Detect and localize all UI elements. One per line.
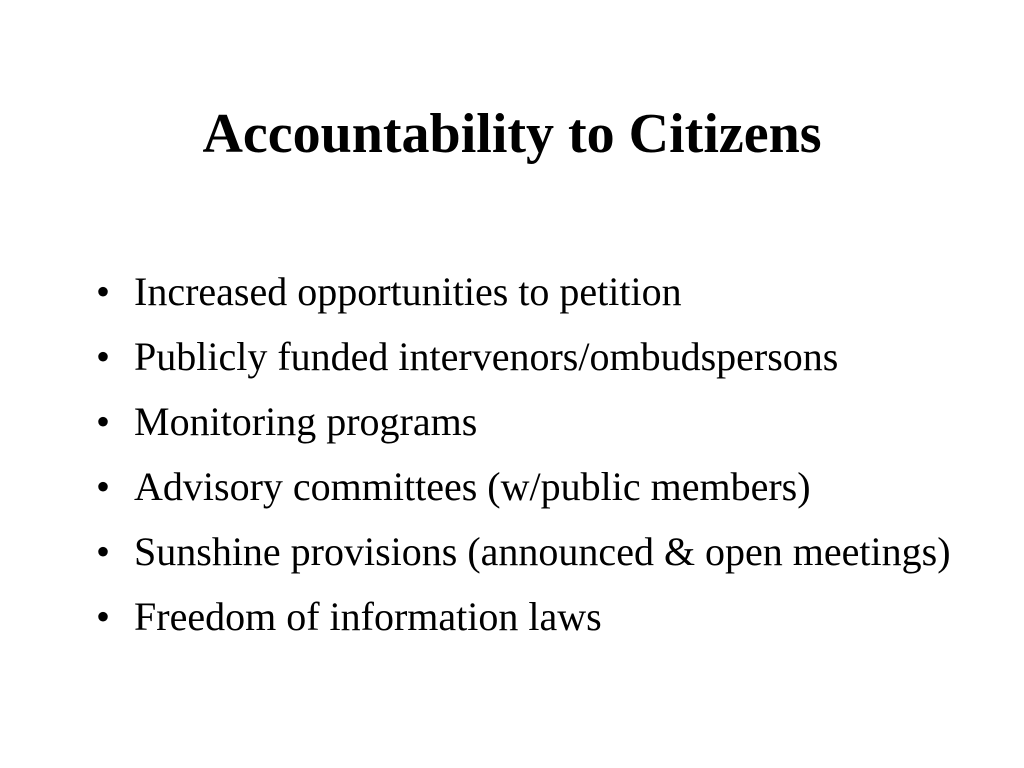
bullet-item bbox=[96, 330, 976, 384]
bullet-text: Freedom of information laws bbox=[134, 594, 602, 639]
bullet-text: Monitoring programs bbox=[134, 399, 478, 444]
bullet-item bbox=[96, 395, 976, 449]
bullet-item bbox=[96, 525, 976, 579]
bullet-marker: • bbox=[96, 334, 111, 379]
bullet-marker: • bbox=[96, 269, 111, 314]
bullet-marker: • bbox=[96, 399, 111, 444]
bullet-text: Increased opportunities to petition bbox=[134, 269, 682, 314]
slide-title: Accountability to Citizens bbox=[202, 103, 822, 165]
bullet-text: Publicly funded intervenors/ombudspersons bbox=[134, 334, 839, 379]
bullet-marker: • bbox=[96, 464, 111, 509]
bullet-item bbox=[96, 265, 976, 319]
bullet-marker: • bbox=[96, 529, 111, 574]
bullet-text: Sunshine provisions (announced & open meetings) bbox=[134, 529, 951, 574]
bullet-marker: • bbox=[96, 594, 111, 639]
bullet-list bbox=[96, 265, 976, 655]
bullet-item bbox=[96, 590, 976, 644]
bullet-item bbox=[96, 460, 976, 514]
bullet-text: Advisory committees (w/public members) bbox=[134, 464, 811, 509]
